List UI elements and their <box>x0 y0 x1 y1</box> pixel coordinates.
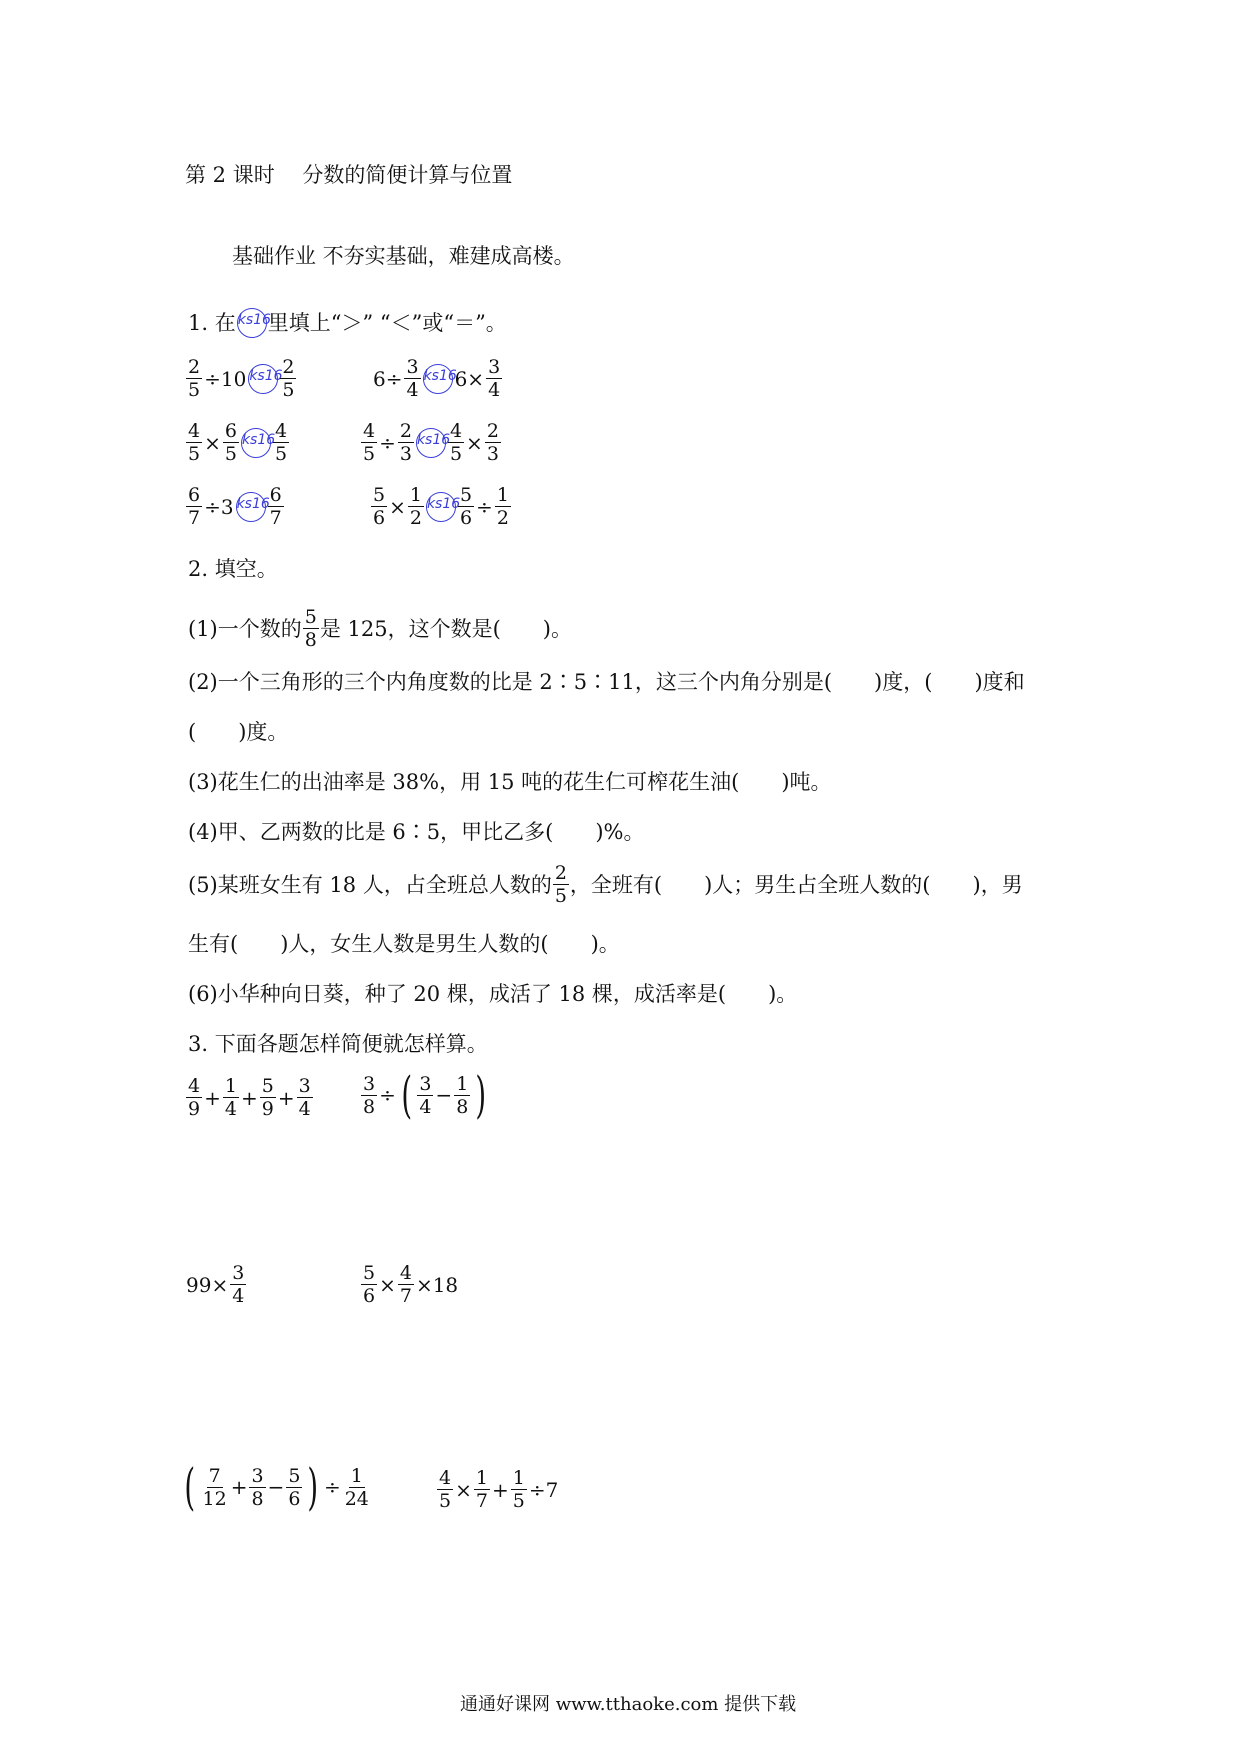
q2-item-2-line2: ( )度。 <box>188 720 289 744</box>
operator: + <box>240 1085 258 1110</box>
compare-circle-icon[interactable]: ks16 <box>248 364 278 394</box>
fraction: $\frac{4}{5}$ <box>449 420 463 465</box>
fraction: $\frac{5}{6}$ <box>373 484 386 529</box>
fraction: $\frac{7}{12}$ <box>202 1464 227 1510</box>
operator: ÷ <box>379 430 396 455</box>
operator: × <box>204 430 221 455</box>
operator: ×18 <box>415 1272 459 1297</box>
fraction: $\frac{4}{9}$ <box>188 1075 201 1120</box>
operator: 6× <box>454 366 485 391</box>
right-paren: ) <box>307 1458 319 1516</box>
compare-circle-icon[interactable]: ks16 <box>241 428 271 458</box>
fraction: $\frac{3}{4}$ <box>298 1075 311 1120</box>
q2-label: 2. 填空。 <box>188 557 278 581</box>
operator: + <box>230 1475 248 1499</box>
fraction: $\frac{4}{5}$ <box>188 420 201 465</box>
q3-expr-6 <box>436 1467 559 1512</box>
fraction: $\frac{3}{4}$ <box>406 356 419 401</box>
operator: × <box>466 430 483 455</box>
text: (1)一个数的 <box>188 616 302 641</box>
q1-row2-right <box>360 420 502 465</box>
q1-row3-left <box>185 484 285 529</box>
right-paren: ) <box>475 1066 487 1124</box>
operator: × <box>455 1477 472 1502</box>
fraction: $\frac{6}{5}$ <box>224 420 237 465</box>
fraction: $\frac{4}{5}$ <box>274 420 288 465</box>
page-title: 第 2 课时 分数的简便计算与位置 <box>185 163 513 187</box>
q1-heading <box>188 308 507 338</box>
fraction: $\frac{3}{8}$ <box>363 1072 376 1118</box>
q1-row3-right <box>370 484 512 529</box>
compare-circle-icon[interactable]: ks16 <box>236 492 266 522</box>
fraction: $\frac{4}{5}$ <box>439 1467 452 1512</box>
ks16-stamp-icon: ks16 <box>237 308 267 338</box>
q1-row1-right <box>372 356 503 401</box>
operator: ÷ <box>379 1083 396 1107</box>
operator: ÷7 <box>528 1477 559 1502</box>
text: ，全班有( )人；男生占全班人数的( )，男 <box>569 872 1023 897</box>
fraction: $\frac{6}{7}$ <box>269 484 282 529</box>
left-paren: ( <box>184 1458 196 1516</box>
q3-expr-5 <box>180 1458 372 1516</box>
operator: + <box>204 1085 221 1110</box>
operator: 6÷ <box>373 366 403 391</box>
q3-label: 3. 下面各题怎样简便就怎样算。 <box>188 1032 488 1056</box>
fraction: $\frac{5}{6}$ <box>459 484 473 529</box>
text: (5)某班女生有 18 人，占全班总人数的 <box>188 872 552 897</box>
fraction: $\frac{3}{4}$ <box>419 1072 432 1118</box>
fraction: $\frac{1}{7}$ <box>475 1467 488 1512</box>
fraction: $\frac{1}{5}$ <box>512 1467 525 1512</box>
left-paren: ( <box>401 1066 412 1124</box>
fraction: $\frac{4}{5}$ <box>363 420 376 465</box>
q2-item-3: (3)花生仁的出油率是 38%，用 15 吨的花生仁可榨花生油( )吨。 <box>188 770 832 794</box>
operator: ÷10 <box>204 366 247 391</box>
fraction: $\frac{2}{5}$ <box>282 356 295 401</box>
fraction: $\frac{2}{5}$ <box>554 862 567 907</box>
q3-expr-2 <box>360 1066 491 1124</box>
fraction: $\frac{2}{5}$ <box>188 356 201 401</box>
fraction: $\frac{5}{8}$ <box>304 606 317 651</box>
compare-circle-icon[interactable]: ks16 <box>416 428 446 458</box>
fraction: $\frac{1}{2}$ <box>409 484 422 529</box>
q1-label-b: 里填上“＞” “＜”或“＝”。 <box>267 311 507 335</box>
q1-row1-left <box>185 356 297 401</box>
operator: 99× <box>186 1272 229 1297</box>
fraction: $\frac{3}{4}$ <box>232 1262 245 1307</box>
operator: ÷ <box>476 494 493 519</box>
fraction: $\frac{5}{6}$ <box>288 1464 301 1510</box>
fraction: $\frac{4}{7}$ <box>399 1262 412 1307</box>
fraction: $\frac{1}{4}$ <box>224 1075 237 1120</box>
operator: + <box>277 1085 295 1110</box>
fraction: $\frac{3}{4}$ <box>488 356 501 401</box>
q2-item-2-line1: (2)一个三角形的三个内角度数的比是 2∶5∶11，这三个内角分别是( )度，( )度和 <box>188 670 1025 694</box>
fraction: $\frac{2}{3}$ <box>486 420 499 465</box>
footer-source: 通通好课网 www.tthaoke.com 提供下载 <box>460 1694 797 1715</box>
operator: − <box>435 1083 453 1107</box>
q3-expr-3 <box>185 1262 247 1307</box>
text: 是 125，这个数是( )。 <box>319 616 572 641</box>
operator: ÷3 <box>204 494 234 519</box>
fraction: $\frac{1}{24}$ <box>344 1464 369 1510</box>
q2-item-1 <box>188 606 572 651</box>
operator: − <box>267 1475 285 1499</box>
operator: × <box>389 494 406 519</box>
q2-item-5 <box>188 862 1023 907</box>
q2-item-6: (6)小华种向日葵，种了 20 棵，成活了 18 棵，成活率是( )。 <box>188 982 798 1006</box>
compare-circle-icon[interactable]: ks16 <box>423 364 453 394</box>
q1-row2-left <box>185 420 290 465</box>
fraction: $\frac{5}{6}$ <box>363 1262 376 1307</box>
operator: ÷ <box>323 1475 341 1499</box>
fraction: $\frac{6}{7}$ <box>188 484 201 529</box>
operator: × <box>379 1272 396 1297</box>
q1-label-a: 1. 在 <box>188 311 236 335</box>
section-subtitle: 基础作业 不夯实基础，难建成高楼。 <box>232 244 575 268</box>
compare-circle-icon[interactable]: ks16 <box>426 492 456 522</box>
q3-expr-1 <box>185 1075 314 1120</box>
fraction: $\frac{5}{9}$ <box>261 1075 274 1120</box>
fraction: $\frac{1}{2}$ <box>496 484 509 529</box>
operator: + <box>491 1477 509 1502</box>
fraction: $\frac{1}{8}$ <box>456 1072 469 1118</box>
q2-item-4: (4)甲、乙两数的比是 6∶5，甲比乙多( )%。 <box>188 820 645 844</box>
q2-item-5-line2: 生有( )人，女生人数是男生人数的( )。 <box>188 932 620 956</box>
fraction: $\frac{3}{8}$ <box>251 1464 264 1510</box>
q3-expr-4 <box>360 1262 459 1307</box>
fraction: $\frac{2}{3}$ <box>399 420 412 465</box>
